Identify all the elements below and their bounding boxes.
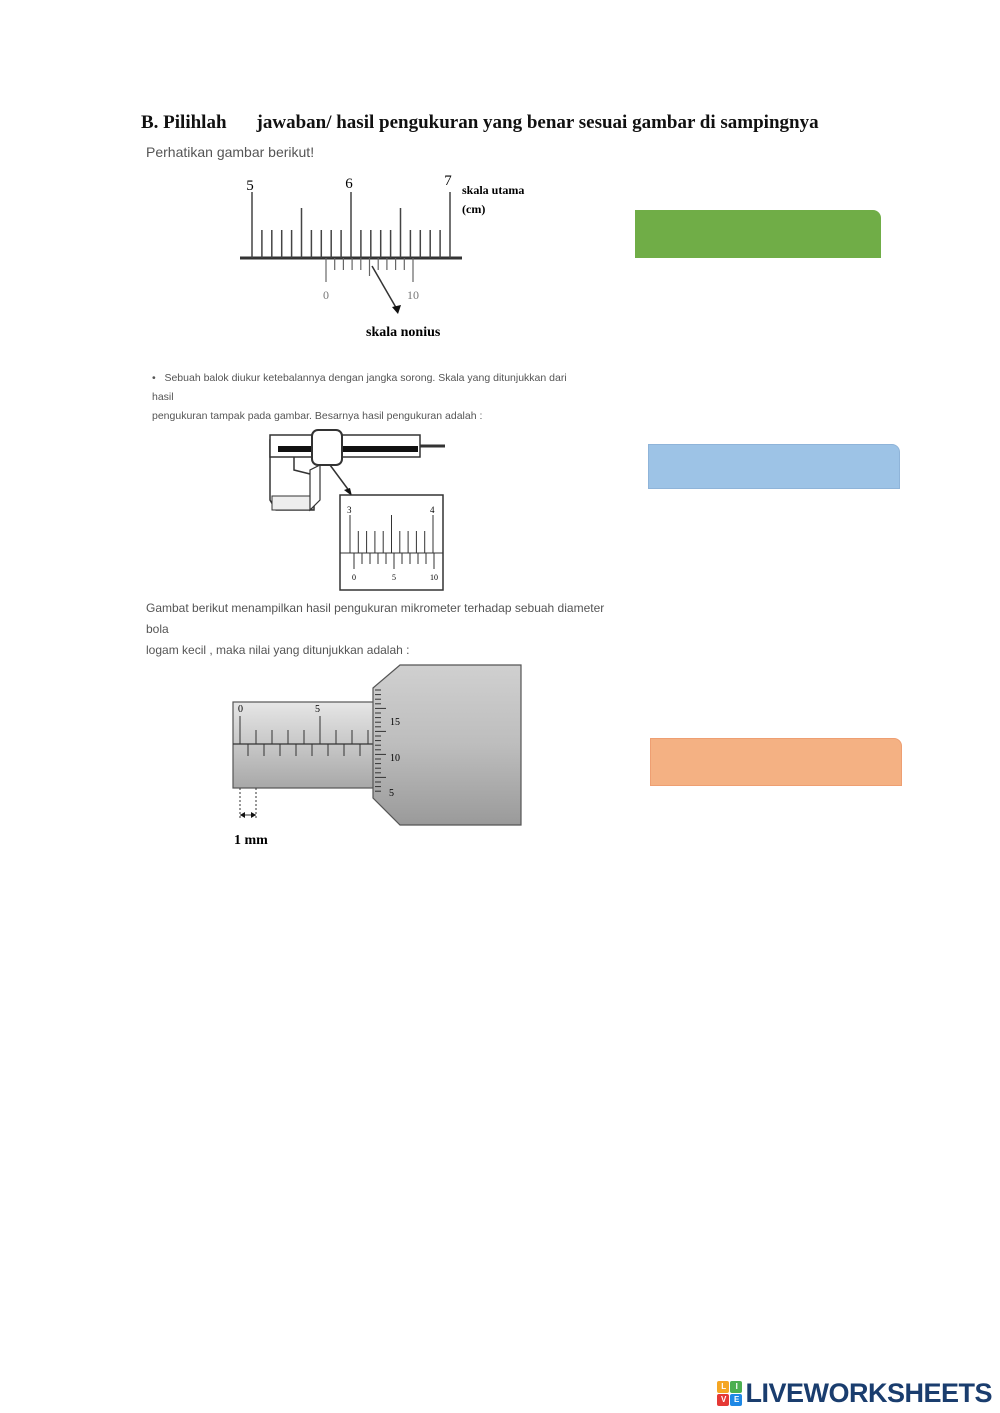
zoom-main-3: 3 xyxy=(347,505,352,515)
main-number-6: 6 xyxy=(345,176,353,192)
vernier-label: skala nonius xyxy=(366,325,441,340)
vernier-number-0: 0 xyxy=(323,288,329,302)
thimble-number-10: 10 xyxy=(390,753,400,764)
vernier-number-10: 10 xyxy=(407,288,419,302)
heading-instruction: jawaban/ hasil pengukuran yang benar sesuai gambar di sampingnya xyxy=(256,112,819,133)
dim-arrow-left xyxy=(240,812,245,818)
main-number-5: 5 xyxy=(246,178,254,194)
sleeve-number-5: 5 xyxy=(315,704,320,715)
question1-intro: Perhatikan gambar berikut! xyxy=(146,144,315,160)
arrow-head xyxy=(392,305,401,314)
caliper-unit: cm xyxy=(408,452,416,458)
thimble-number-5: 5 xyxy=(389,788,394,799)
section-heading xyxy=(141,112,819,134)
zoom-arrow xyxy=(330,465,350,492)
main-number-7: 7 xyxy=(444,173,452,189)
question3-text xyxy=(146,598,606,661)
dim-arrow-right xyxy=(251,812,256,818)
dimension-label: 1 mm xyxy=(234,833,268,848)
question2-bullet: • xyxy=(152,372,156,384)
thimble-number-15: 15 xyxy=(390,717,400,728)
micrometer-figure xyxy=(225,660,530,855)
micrometer-thimble xyxy=(373,665,521,825)
caliper-slider xyxy=(312,430,342,465)
logo-text: LIVEWORKSHEETS xyxy=(745,1378,992,1408)
zoom-vernier-5: 5 xyxy=(392,573,396,582)
answer-box-2[interactable] xyxy=(648,444,900,489)
answer-box-1[interactable] xyxy=(635,210,881,258)
logo-mark-icon: L I V E xyxy=(717,1381,742,1406)
vernier-pointer-arrow xyxy=(372,266,398,311)
zoom-vernier-10: 10 xyxy=(430,573,438,582)
caliper-scale-strip xyxy=(278,446,418,452)
question2-line2: pengukuran tampak pada gambar. Besarnya hasil pengukuran adalah : xyxy=(152,410,483,422)
liveworksheets-logo xyxy=(717,1378,992,1409)
measured-block xyxy=(272,496,312,510)
question3-line2: logam kecil , maka nilai yang ditunjukkan adalah : xyxy=(146,643,410,657)
caliper-moving-jaw xyxy=(310,465,320,510)
main-scale-label-1: skala utama xyxy=(462,183,525,197)
question3-line1: Gambat berikut menampilkan hasil pengukuran mikrometer terhadap sebuah diameter bola xyxy=(146,601,605,636)
answer-box-3[interactable] xyxy=(650,738,902,786)
heading-prefix: B. Pilihlah xyxy=(141,112,227,133)
main-scale-label-2: (cm) xyxy=(462,202,486,216)
vernier-scale-figure xyxy=(230,168,530,348)
micrometer-sleeve xyxy=(233,702,378,788)
zoom-main-4: 4 xyxy=(430,505,435,515)
caliper-figure xyxy=(250,410,460,595)
zoom-vernier-0: 0 xyxy=(352,573,356,582)
question2-line1: Sebuah balok diukur ketebalannya dengan jangka sorong. Skala yang ditunjukkan dari hasil xyxy=(152,372,567,403)
sleeve-number-0: 0 xyxy=(238,704,243,715)
